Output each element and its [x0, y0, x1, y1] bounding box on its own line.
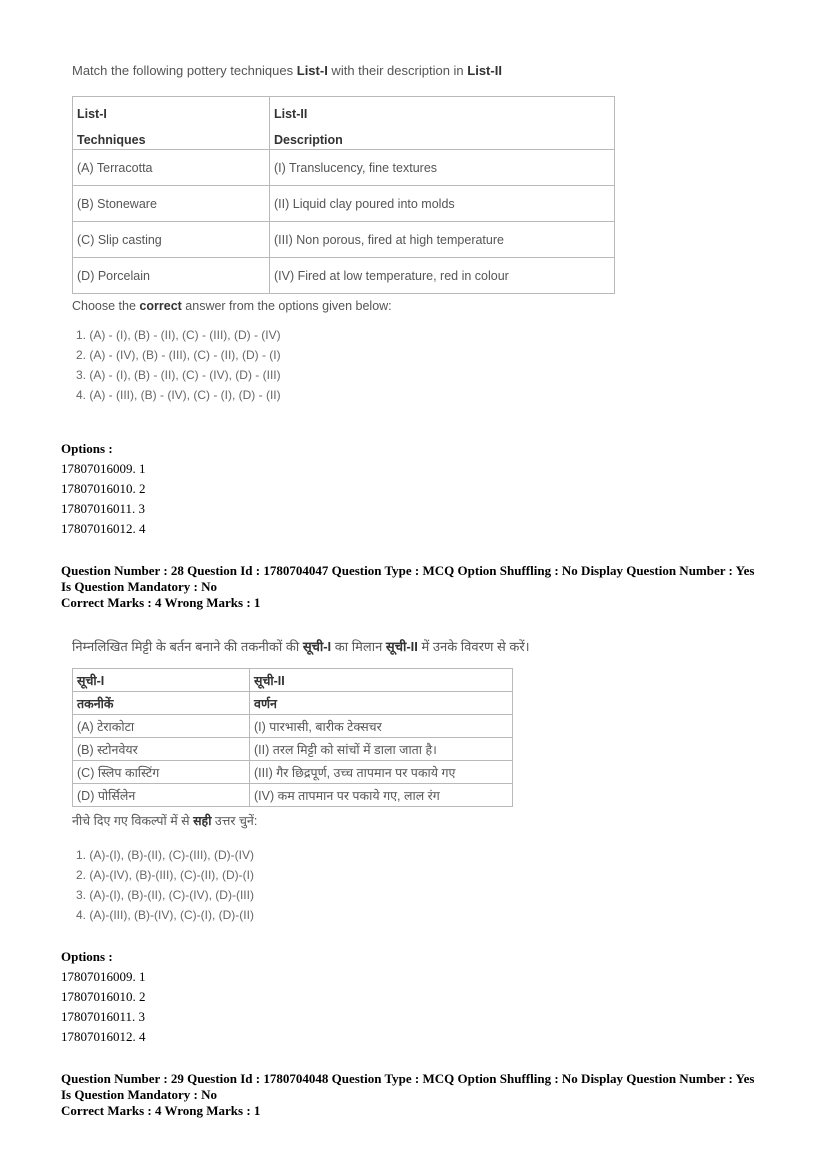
table-row: [73, 761, 513, 784]
table-header-cell: List-II: [270, 97, 615, 132]
answer-item: 4. (A) - (III), (B) - (IV), (C) - (I), (D) - (II): [76, 388, 281, 402]
table-cell: (III) गैर छिद्रपूर्ण, उच्च तापमान पर पकाये गए: [250, 761, 513, 784]
question-meta-line: Question Number : 28 Question Id : 1780704047 Question Type : MCQ Option Shuffling : No Display Question Number : Yes: [61, 563, 755, 578]
table-header-row: [73, 669, 513, 692]
options-label: [61, 949, 113, 965]
table-header-row: [73, 97, 615, 132]
answer-item: 3. (A) - (I), (B) - (II), (C) - (IV), (D) - (III): [76, 368, 281, 382]
table-cell: (D) Porcelain: [73, 258, 270, 294]
table-cell: (IV) कम तापमान पर पकाये गए, लाल रंग: [250, 784, 513, 807]
table-subheader-cell: तकनीकें: [73, 692, 250, 715]
answer-item: 1. (A) - (I), (B) - (II), (C) - (III), (D) - (IV): [76, 328, 281, 342]
table-row: [73, 222, 615, 258]
match-table: [72, 668, 513, 807]
table-row: [73, 715, 513, 738]
instruction-bold-list1: सूची-I: [302, 639, 332, 654]
instruction-text: में उनके विवरण से करें।: [417, 639, 530, 654]
table-cell: (III) Non porous, fired at high temperature: [270, 222, 615, 258]
table-cell: (D) पोर्सिलेन: [73, 784, 250, 807]
table-subheader-cell: Description: [270, 131, 615, 150]
option-line: 17807016011. 3: [61, 1009, 146, 1024]
choose-text: answer from the options given below:: [181, 299, 392, 313]
answer-item: 2. (A)-(IV), (B)-(III), (C)-(II), (D)-(I): [76, 868, 254, 882]
table-row: [73, 738, 513, 761]
table-header-cell: सूची-I: [73, 669, 250, 692]
instruction-text: with their description in: [327, 63, 468, 78]
choose-text: नीचे दिए गए विकल्पों में से: [72, 814, 194, 828]
instruction-text: निम्नलिखित मिट्टी के बर्तन बनाने की तकनीकों की: [72, 639, 303, 654]
option-line: 17807016010. 2: [61, 989, 146, 1004]
match-instruction: [72, 62, 632, 80]
instruction-bold-list1: List-I: [296, 63, 328, 78]
table-cell: (C) Slip casting: [73, 222, 270, 258]
option-line: 17807016012. 4: [61, 521, 146, 536]
table-cell: (A) टेराकोटा: [73, 715, 250, 738]
question-info-29: [61, 1071, 781, 1119]
options-label: [61, 441, 113, 457]
answer-item: 2. (A) - (IV), (B) - (III), (C) - (II), (D) - (I): [76, 348, 281, 362]
choose-instruction: [72, 299, 632, 313]
table-header-cell: List-I: [73, 97, 270, 132]
question-marks-line: Correct Marks : 4 Wrong Marks : 1: [61, 595, 261, 610]
table-row: [73, 150, 615, 186]
options-label-text: Options :: [61, 441, 113, 456]
question-meta-line: Question Number : 29 Question Id : 1780704048 Question Type : MCQ Option Shuffling : No Display Question Number : Yes: [61, 1071, 755, 1086]
answer-item: 3. (A)-(I), (B)-(II), (C)-(IV), (D)-(III): [76, 888, 254, 902]
question-mandatory-line: Is Question Mandatory : No: [61, 579, 218, 594]
table-cell: (B) स्टोनवेयर: [73, 738, 250, 761]
option-line: 17807016009. 1: [61, 969, 146, 984]
answer-list: [76, 325, 632, 405]
table-cell: (C) स्लिप कास्टिंग: [73, 761, 250, 784]
table-cell: (II) तरल मिट्टी को सांचों में डाला जाता है।: [250, 738, 513, 761]
table-subheader-row: [73, 131, 615, 150]
question-marks-line: Correct Marks : 4 Wrong Marks : 1: [61, 1103, 261, 1118]
option-line: 17807016009. 1: [61, 461, 146, 476]
table-row: [73, 258, 615, 294]
table-cell: (IV) Fired at low temperature, red in colour: [270, 258, 615, 294]
question-image-hindi: [72, 638, 612, 925]
question-mandatory-line: Is Question Mandatory : No: [61, 1087, 218, 1102]
table-row: [73, 186, 615, 222]
instruction-bold-list2: सूची-II: [385, 639, 418, 654]
table-subheader-cell: Techniques: [73, 131, 270, 150]
option-line: 17807016012. 4: [61, 1029, 146, 1044]
table-subheader-row: [73, 692, 513, 715]
table-cell: (A) Terracotta: [73, 150, 270, 186]
choose-text: उत्तर चुनें:: [211, 814, 258, 828]
choose-instruction: [72, 812, 612, 829]
instruction-text: का मिलान: [331, 639, 386, 654]
options-label-text: Options :: [61, 949, 113, 964]
instruction-bold-list2: List-II: [467, 63, 502, 78]
table-cell: (II) Liquid clay poured into molds: [270, 186, 615, 222]
table-subheader-cell: वर्णन: [250, 692, 513, 715]
question-info-28: [61, 563, 781, 611]
match-instruction: [72, 638, 612, 656]
question-image-english: [72, 62, 632, 405]
table-cell: (I) Translucency, fine textures: [270, 150, 615, 186]
table-row: [73, 784, 513, 807]
choose-bold: सही: [193, 814, 212, 828]
table-cell: (I) पारभासी, बारीक टेक्सचर: [250, 715, 513, 738]
instruction-text: Match the following pottery techniques: [72, 63, 297, 78]
answer-item: 1. (A)-(I), (B)-(II), (C)-(III), (D)-(IV): [76, 848, 254, 862]
answer-list: [76, 845, 612, 925]
choose-bold: correct: [139, 299, 182, 313]
choose-text: Choose the: [72, 299, 140, 313]
option-line: 17807016010. 2: [61, 481, 146, 496]
answer-item: 4. (A)-(III), (B)-(IV), (C)-(I), (D)-(II): [76, 908, 254, 922]
table-cell: (B) Stoneware: [73, 186, 270, 222]
option-line: 17807016011. 3: [61, 501, 146, 516]
table-header-cell: सूची-II: [250, 669, 513, 692]
match-table: [72, 96, 615, 294]
